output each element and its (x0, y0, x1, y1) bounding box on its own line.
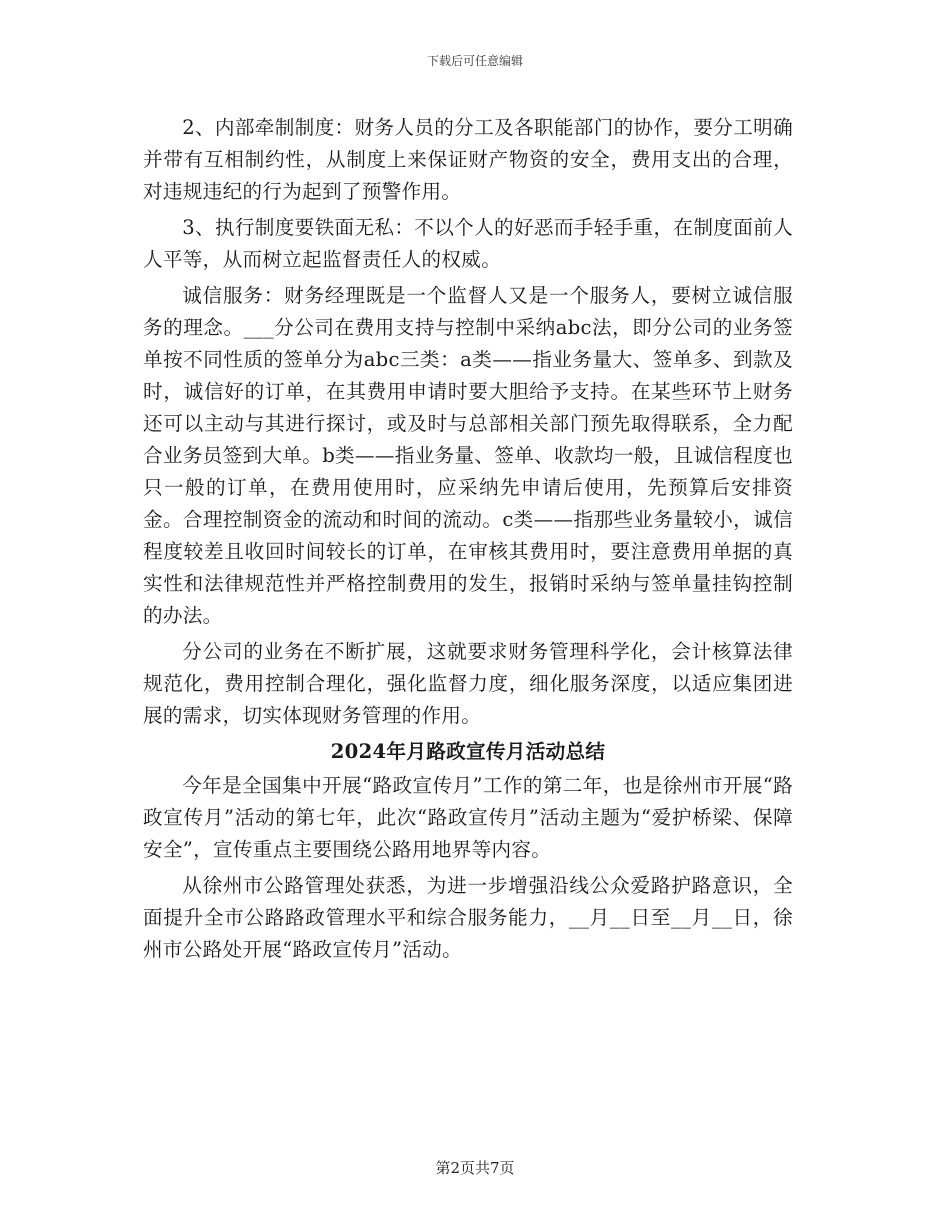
page-header: 下载后可任意编辑 (426, 54, 523, 68)
page-footer: 第2页共7页 (435, 1159, 515, 1177)
section-title: 2024年月路政宣传月活动总结 (330, 740, 606, 763)
paragraph-business-expansion: 分公司的业务在不断扩展，这就要求财务管理科学化，会计核算法律规范化，费用控制合理化，强化监督力度，细化服务深度，以适应集团进展的需求，切实体现财务管理的作用。 (143, 640, 793, 727)
paragraph-integrity-service: 诚信服务：财务经理既是一个监督人又是一个服务人，要树立诚信服务的理念。___分公司在费用支持与控制中采纳abc法，即分公司的业务签单按不同性质的签单分为abc三类：a类——指业务量大、签单多、到款及时，诚信好的订单，在其费用申请时要大胆给予支持。在某些环节上财务还可以主动与其进行探讨，或及时与总部相关部门预先取得联系，全力配合业务员签到大单。b类——指业务量、签单、收款均一般，且诚信程度也只一般的订单，在费用使用时，应采纳先申请后使用，先预算后安排资金。合理控制资金的流动和时间的流动。c类——指那些业务量较小，诚信程度较差且收回时间较长的订单，在审核其费用时，要注意费用单据的真实性和法律规范性并严格控制费用的发生，报销时采纳与签单量挂钩控制的办法。 (143, 284, 793, 627)
paragraph-enforce-rules: 3、执行制度要铁面无私：不以个人的好恶而手轻手重，在制度面前人人平等，从而树立起监督责任人的权威。 (143, 216, 793, 271)
document-body (143, 112, 793, 970)
paragraph-campaign-intro: 今年是全国集中开展“路政宣传月”工作的第二年，也是徐州市开展“路政宣传月”活动的第七年，此次“路政宣传月”活动主题为“爱护桥梁、保障安全”，宣传重点主要围绕公路用地界等内容。 (143, 774, 793, 861)
paragraph-campaign-details: 从徐州市公路管理处获悉，为进一步增强沿线公众爱路护路意识，全面提升全市公路路政管理水平和综合服务能力，__月__日至__月__日，徐州市公路处开展“路政宣传月”活动。 (143, 874, 793, 961)
paragraph-internal-control: 2、内部牵制制度：财务人员的分工及各职能部门的协作，要分工明确并带有互相制约性，从制度上来保证财产物资的安全，费用支出的合理，对违规违纪的行为起到了预警作用。 (143, 116, 793, 203)
